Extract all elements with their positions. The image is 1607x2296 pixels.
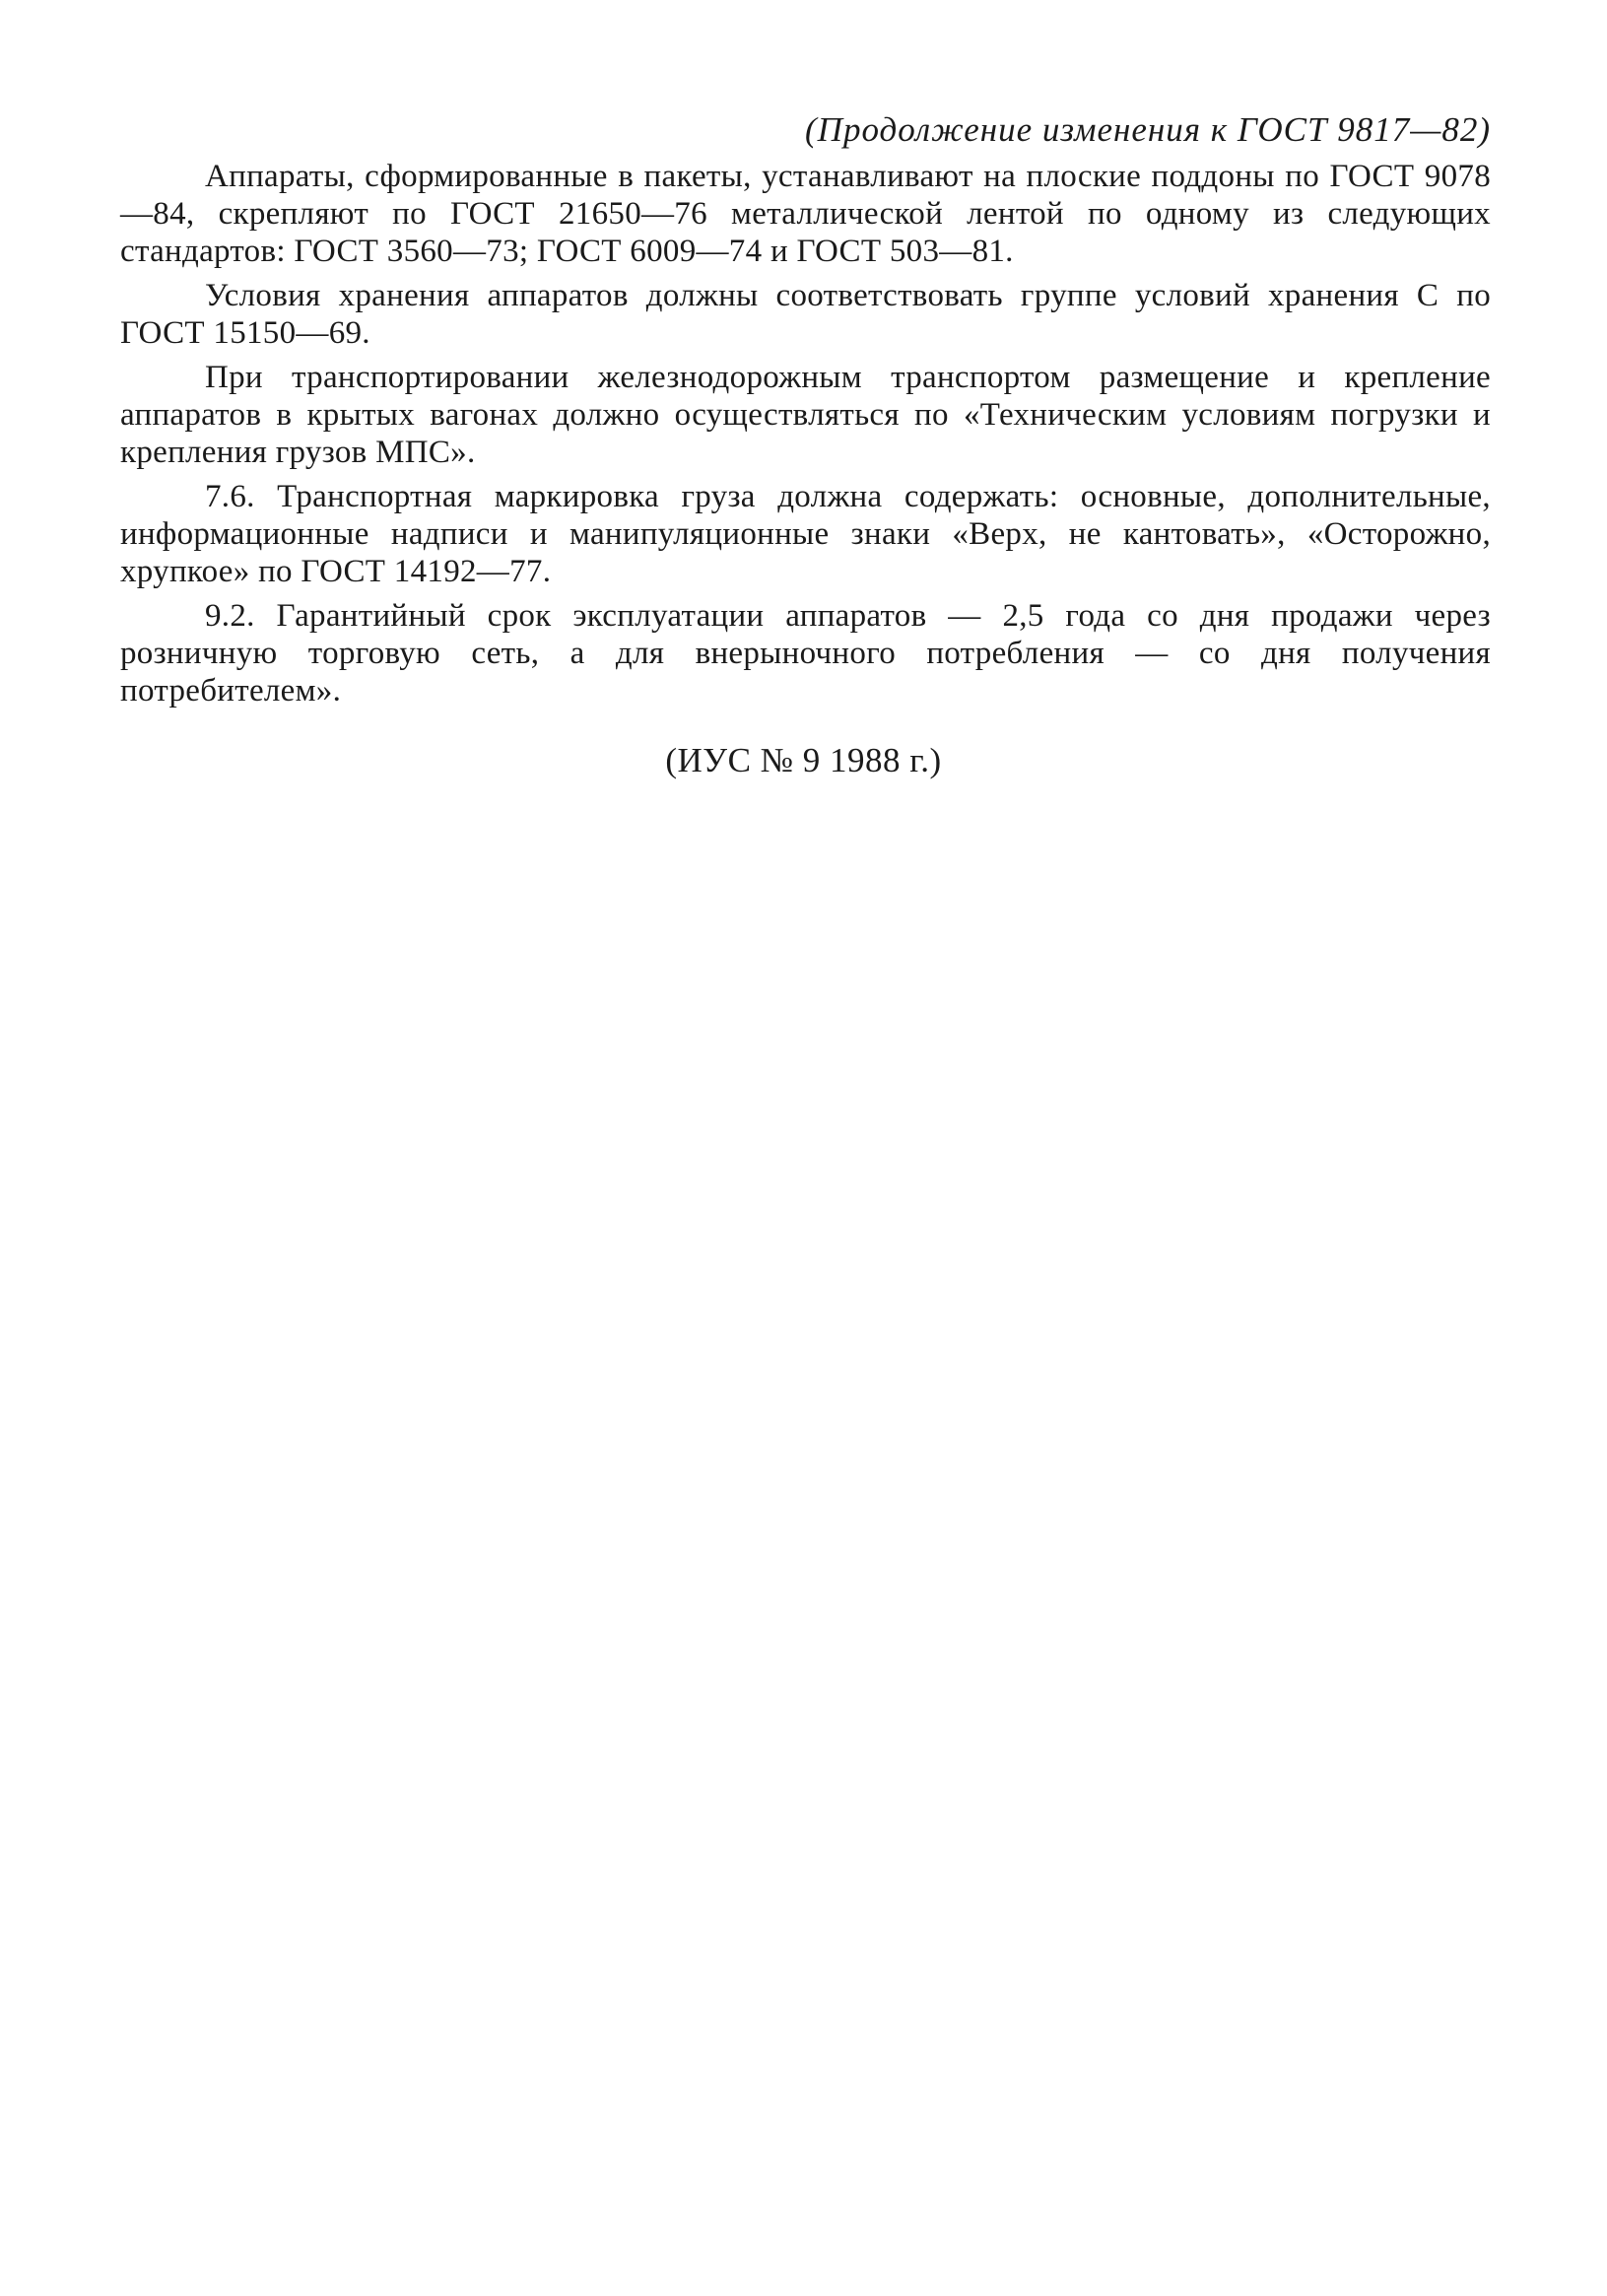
paragraph-warranty: 9.2. Гарантийный срок эксплуатации аппаратов — 2,5 года со дня продажи через розничную торговую сеть, а для внерыночного потребления — со дня получения потребителем».: [120, 598, 1491, 709]
paragraph-storage: Условия хранения аппаратов должны соответствовать группе условий хранения С по ГОСТ 15150—69.: [120, 278, 1491, 351]
paragraph-packaging: Аппараты, сформированные в пакеты, устанавливают на плоские поддоны по ГОСТ 9078—84, скрепляют по ГОСТ 21650—76 металлической лентой по одному из следующих стандартов: ГОСТ 3560—73; ГОСТ 6009—74 и ГОСТ 503—81.: [120, 159, 1491, 269]
document-body: [120, 158, 1491, 716]
continuation-header: (Продолжение изменения к ГОСТ 9817—82): [805, 110, 1491, 149]
paragraph-rail-transport: При транспортировании железнодорожным транспортом размещение и крепление аппаратов в крытых вагонах должно осуществляться по «Техническим условиям погрузки и крепления грузов МПС».: [120, 360, 1491, 470]
ius-reference: (ИУС № 9 1988 г.): [665, 741, 942, 779]
paragraph-marking: 7.6. Транспортная маркировка груза должна содержать: основные, дополнительные, информационные надписи и манипуляционные знаки «Верх, не кантовать», «Осторожно, хрупкое» по ГОСТ 14192—77.: [120, 479, 1491, 589]
